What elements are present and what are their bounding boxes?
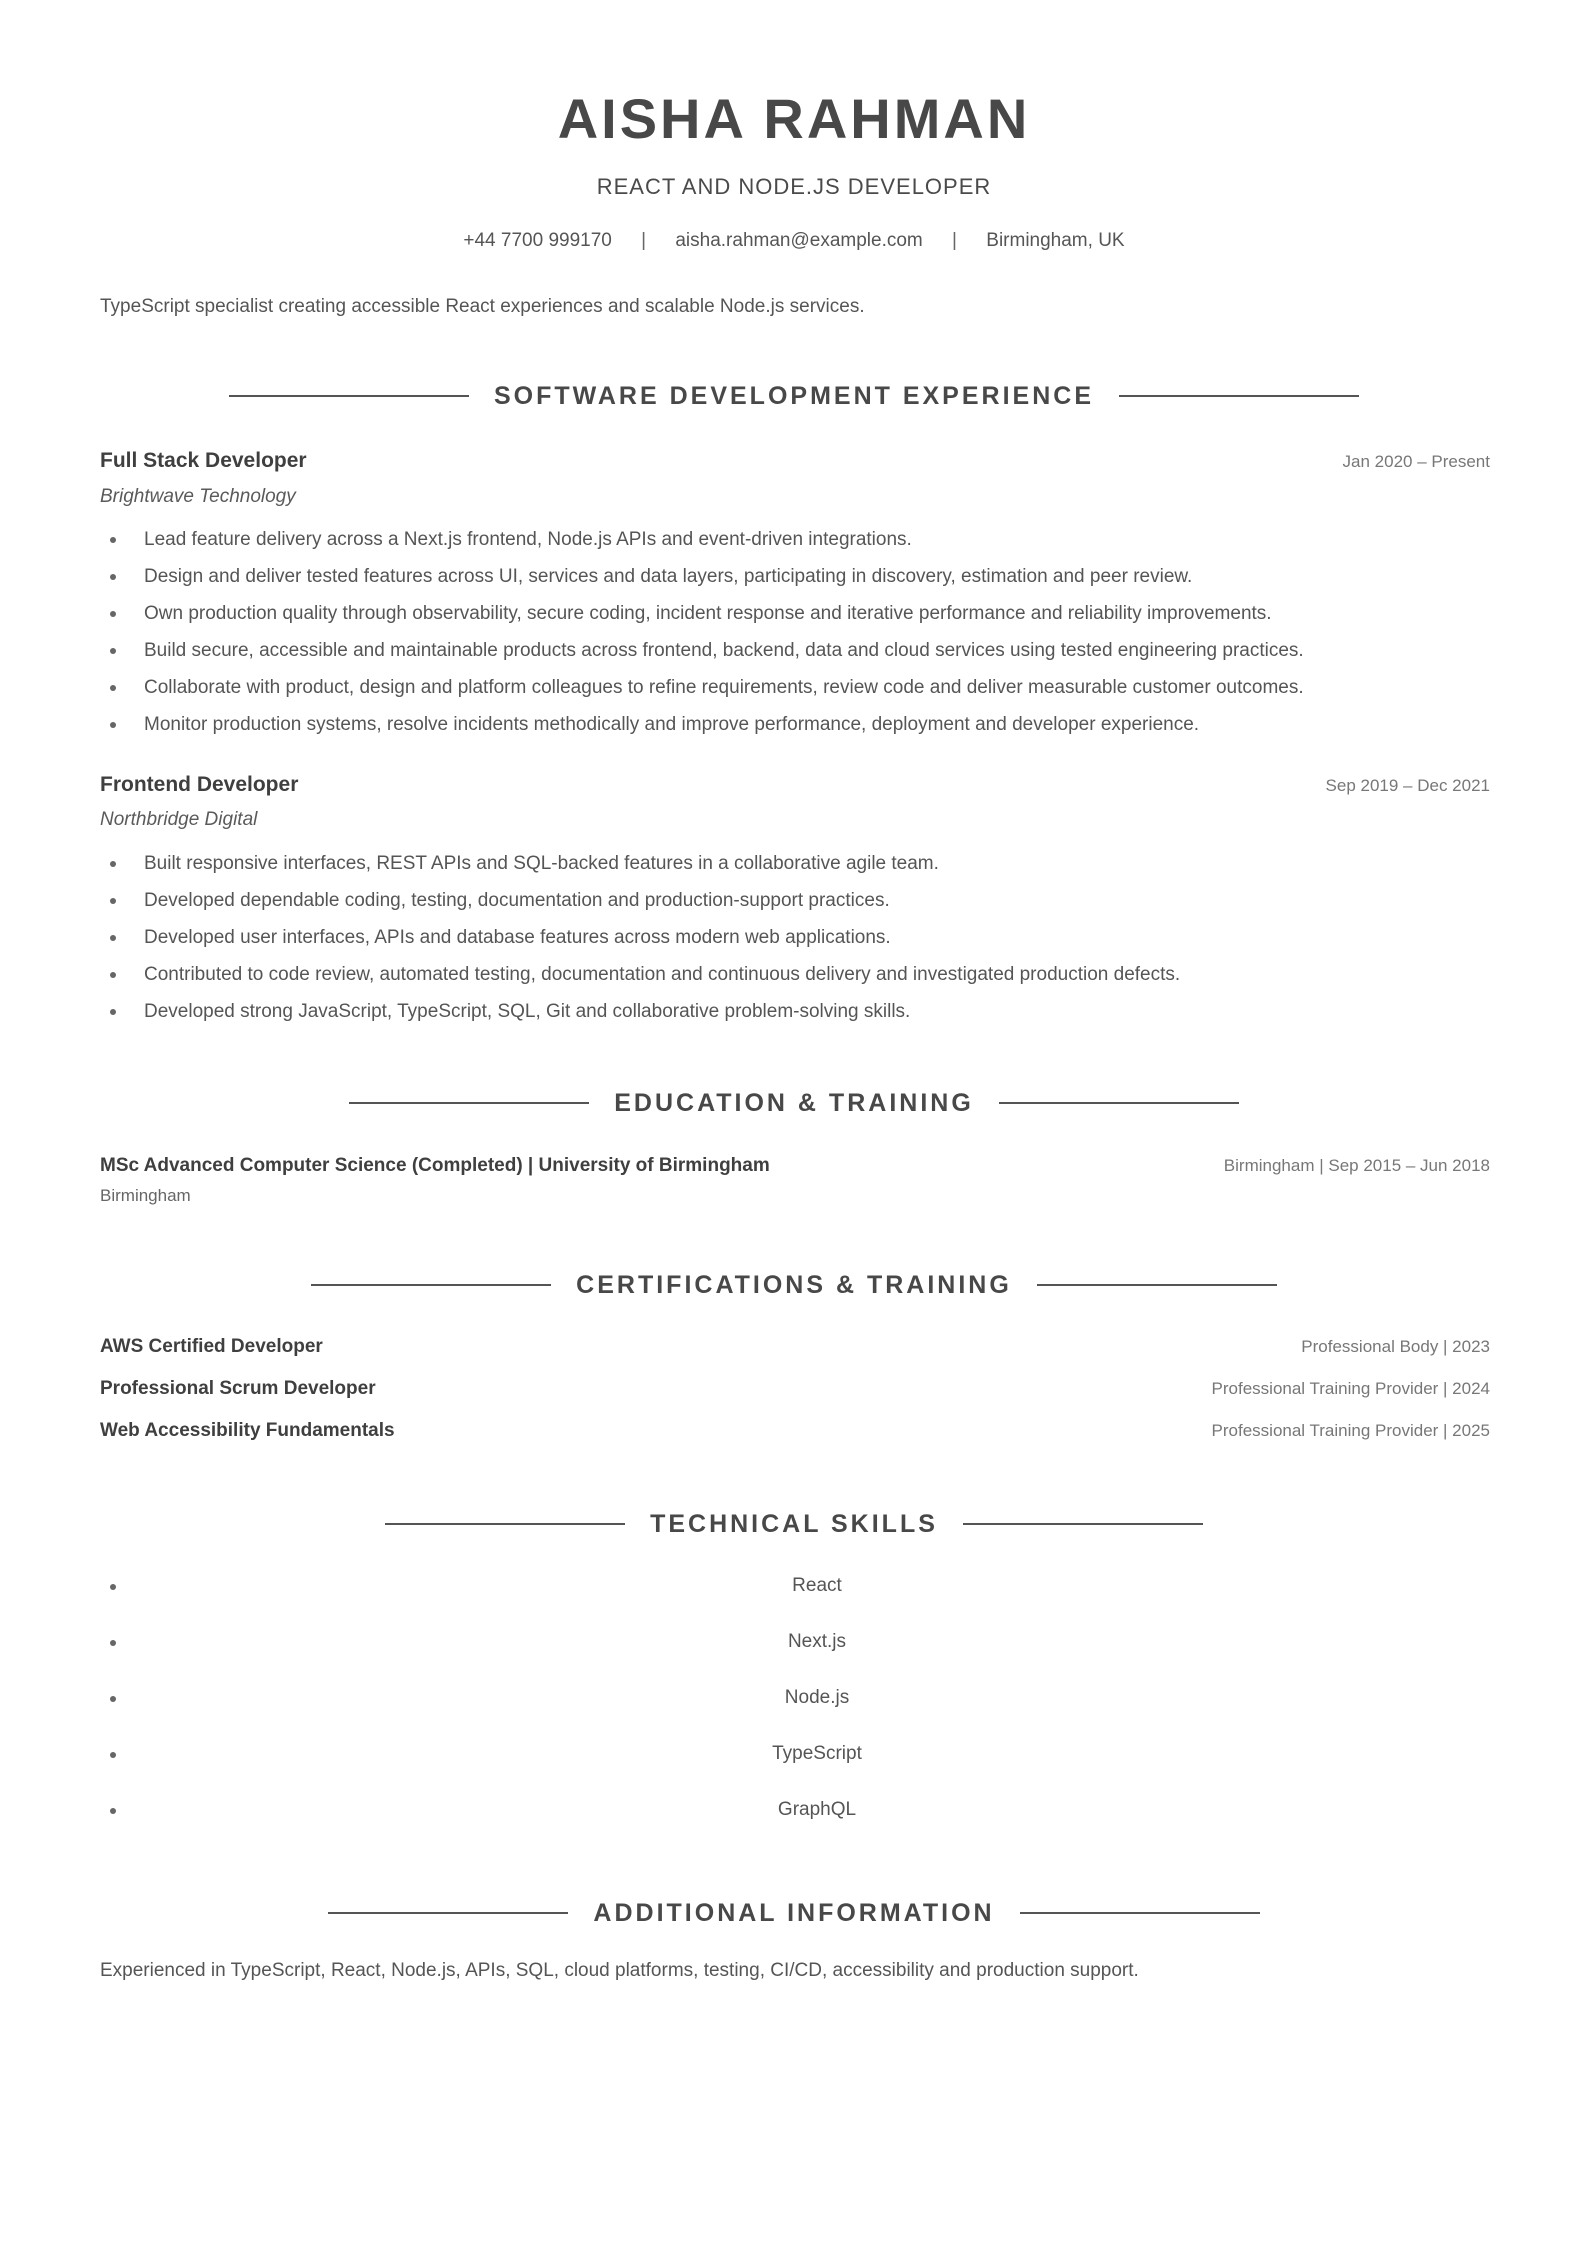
contact-separator: | — [641, 230, 647, 251]
heading-rule-left — [328, 1912, 568, 1914]
job-company: Brightwave Technology — [100, 486, 296, 507]
skill-item — [100, 1628, 1490, 1684]
job-bullet-text: Lead feature delivery across a Next.js frontend, Node.js APIs and event-driven integrations. — [144, 529, 912, 550]
certification-item — [100, 1420, 1490, 1442]
job-bullet-list — [100, 845, 1490, 1030]
bullet-dot — [110, 1640, 116, 1646]
education-heading — [0, 1086, 1588, 1120]
bullet-dot — [110, 1808, 116, 1814]
skill-name: React — [792, 1575, 842, 1596]
job-role: Full Stack Developer — [100, 449, 307, 472]
bullet-dot — [110, 1696, 116, 1702]
certifications-heading — [0, 1268, 1588, 1302]
experience-heading — [0, 379, 1588, 413]
job-dates: Sep 2019 – Dec 2021 — [1325, 776, 1490, 795]
job-bullet-text: Contributed to code review, automated testing, documentation and continuous delivery and investigated production defects. — [144, 964, 1181, 985]
skill-item — [100, 1572, 1490, 1628]
bullet-dot — [110, 574, 116, 580]
job-role: Frontend Developer — [100, 773, 299, 796]
education-location: Birmingham — [100, 1186, 191, 1205]
skill-name: Next.js — [787, 1631, 847, 1652]
bullet-dot — [110, 1584, 116, 1590]
heading-rule-right — [1037, 1284, 1277, 1286]
job-header — [100, 773, 1490, 797]
job-bullet-text: Own production quality through observability, secure coding, incident response and iterative performance and reliability improvements. — [144, 603, 1272, 624]
job-bullet — [100, 521, 1490, 558]
certification-item — [100, 1336, 1490, 1358]
bullet-dot — [110, 611, 116, 617]
contact-location: Birmingham, UK — [986, 230, 1125, 251]
job-bullet-text: Built responsive interfaces, REST APIs and SQL-backed features in a collaborative agile team. — [144, 853, 939, 874]
heading-rule-right — [1119, 395, 1359, 397]
additional-info-text: Experienced in TypeScript, React, Node.js, APIs, SQL, cloud platforms, testing, CI/CD, accessibility and production support. — [100, 1960, 1139, 1981]
job-bullet — [100, 845, 1490, 882]
contact-email: aisha.rahman@example.com — [675, 230, 923, 251]
job-bullet-text: Build secure, accessible and maintainable products across frontend, backend, data and cloud services using tested engineering practices. — [144, 640, 1304, 661]
job-company: Northbridge Digital — [100, 809, 258, 830]
job-bullet — [100, 669, 1490, 706]
skills-list — [100, 1572, 1490, 1852]
job-bullet — [100, 993, 1490, 1030]
certification-meta: Professional Training Provider | 2025 — [1211, 1421, 1490, 1440]
bullet-dot — [110, 972, 116, 978]
job-bullet-text: Monitor production systems, resolve incidents methodically and improve performance, deployment and developer experience. — [144, 714, 1200, 735]
certification-meta: Professional Body | 2023 — [1301, 1337, 1490, 1356]
job-bullet — [100, 706, 1490, 743]
bullet-dot — [110, 861, 116, 867]
heading-rule-right — [963, 1523, 1203, 1525]
candidate-title: REACT AND NODE.JS DEVELOPER — [596, 174, 992, 199]
certification-name: Web Accessibility Fundamentals — [100, 1420, 395, 1441]
heading-rule-right — [1020, 1912, 1260, 1914]
skill-name: Node.js — [784, 1687, 850, 1708]
bullet-dot — [110, 648, 116, 654]
skill-name: GraphQL — [777, 1799, 857, 1820]
certification-name: Professional Scrum Developer — [100, 1378, 376, 1399]
skill-item — [100, 1684, 1490, 1740]
additional-heading — [0, 1896, 1588, 1930]
job-bullet — [100, 882, 1490, 919]
education-degree: MSc Advanced Computer Science (Completed) | University of Birmingham — [100, 1155, 770, 1176]
job-header — [100, 449, 1490, 473]
skill-item — [100, 1796, 1490, 1852]
bullet-dot — [110, 898, 116, 904]
bullet-dot — [110, 1752, 116, 1758]
certification-item — [100, 1378, 1490, 1400]
job-bullet-text: Developed user interfaces, APIs and database features across modern web applications. — [144, 927, 891, 948]
skills-heading — [0, 1507, 1588, 1541]
bullet-dot — [110, 1009, 116, 1015]
contact-phone: +44 7700 999170 — [463, 230, 612, 251]
certification-meta: Professional Training Provider | 2024 — [1211, 1379, 1490, 1398]
job-bullet — [100, 558, 1490, 595]
education-meta: Birmingham | Sep 2015 – Jun 2018 — [1223, 1156, 1490, 1175]
education-item — [100, 1155, 1490, 1177]
contact-line — [0, 227, 1588, 255]
job-bullet-text: Developed dependable coding, testing, documentation and production-support practices. — [144, 890, 890, 911]
skills-heading-text: TECHNICAL SKILLS — [650, 1509, 938, 1538]
heading-rule-left — [385, 1523, 625, 1525]
skill-name: TypeScript — [772, 1743, 862, 1764]
job-bullet — [100, 595, 1490, 632]
job-bullet — [100, 956, 1490, 993]
experience-heading-text: SOFTWARE DEVELOPMENT EXPERIENCE — [493, 381, 1094, 410]
profile-summary: TypeScript specialist creating accessible React experiences and scalable Node.js services. — [100, 296, 865, 317]
bullet-dot — [110, 685, 116, 691]
bullet-dot — [110, 537, 116, 543]
job-bullet — [100, 919, 1490, 956]
education-heading-text: EDUCATION & TRAINING — [614, 1088, 974, 1117]
skill-item — [100, 1740, 1490, 1796]
job-dates: Jan 2020 – Present — [1342, 452, 1490, 471]
heading-rule-left — [349, 1102, 589, 1104]
job-bullet — [100, 632, 1490, 669]
heading-rule-right — [999, 1102, 1239, 1104]
heading-rule-left — [311, 1284, 551, 1286]
bullet-dot — [110, 722, 116, 728]
additional-heading-text: ADDITIONAL INFORMATION — [593, 1898, 995, 1927]
candidate-name: AISHA RAHMAN — [557, 87, 1031, 150]
job-bullet-list — [100, 521, 1490, 743]
certification-name: AWS Certified Developer — [100, 1336, 323, 1357]
job-bullet-text: Design and deliver tested features across UI, services and data layers, participating in discovery, estimation and peer review. — [144, 566, 1193, 587]
job-bullet-text: Developed strong JavaScript, TypeScript, SQL, Git and collaborative problem-solving skills. — [144, 1001, 911, 1022]
bullet-dot — [110, 935, 116, 941]
job-bullet-text: Collaborate with product, design and platform colleagues to refine requirements, review code and deliver measurable customer outcomes. — [144, 677, 1304, 698]
heading-rule-left — [229, 395, 469, 397]
certifications-heading-text: CERTIFICATIONS & TRAINING — [576, 1270, 1012, 1299]
contact-separator: | — [952, 230, 957, 251]
